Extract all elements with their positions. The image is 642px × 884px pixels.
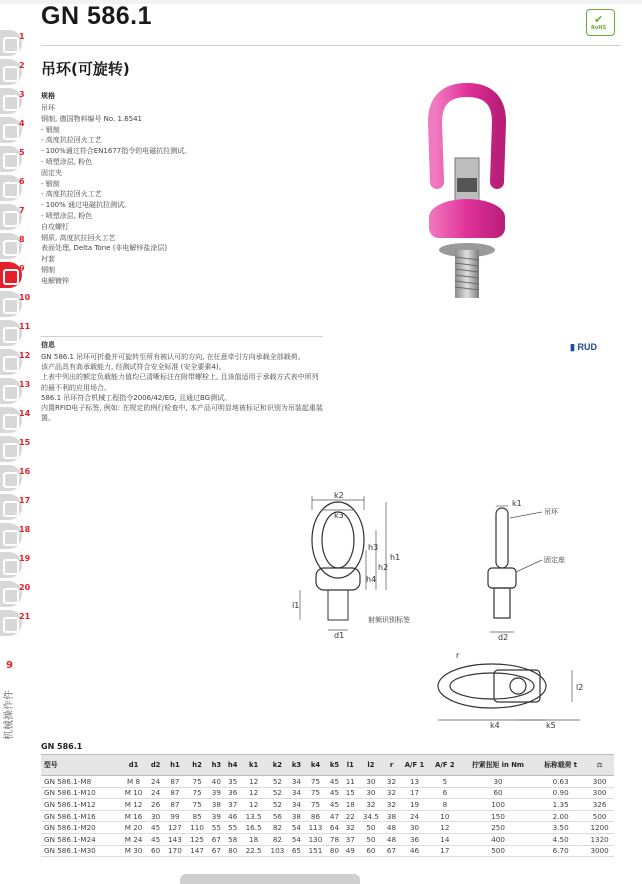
table-cell: 75 bbox=[186, 787, 208, 799]
dim-r: r bbox=[456, 651, 460, 660]
dimension-table bbox=[41, 754, 614, 857]
chapter-glyph-icon bbox=[3, 385, 19, 401]
table-cell: 99 bbox=[164, 810, 186, 822]
table-cell: 39 bbox=[208, 787, 224, 799]
table-cell: 32 bbox=[384, 799, 400, 811]
column-header: k3 bbox=[289, 755, 305, 776]
rohs-badge bbox=[586, 9, 615, 36]
table-cell: 38 bbox=[289, 810, 305, 822]
table-cell: 13 bbox=[399, 776, 429, 788]
table-cell: 300 bbox=[585, 776, 614, 788]
table-cell: 32 bbox=[342, 822, 358, 834]
table-cell: GN 586.1-M20 bbox=[41, 822, 120, 834]
table-cell: 500 bbox=[460, 845, 536, 857]
side-view-drawing bbox=[470, 498, 590, 640]
table-cell: 3.50 bbox=[536, 822, 585, 834]
table-cell: 30 bbox=[358, 787, 383, 799]
table-cell: 17 bbox=[430, 845, 460, 857]
table-cell: 32 bbox=[384, 776, 400, 788]
chapter-tab-number: 20 bbox=[19, 583, 31, 592]
table-cell: 6 bbox=[430, 787, 460, 799]
table-cell: 113 bbox=[304, 822, 326, 834]
table-cell: 5 bbox=[430, 776, 460, 788]
dim-l1: l1 bbox=[292, 601, 300, 610]
table-cell: 45 bbox=[147, 833, 163, 845]
dim-k3: k3 bbox=[334, 511, 344, 520]
column-header: A/F 1 bbox=[399, 755, 429, 776]
table-cell: 60 bbox=[460, 787, 536, 799]
column-header: A/F 2 bbox=[430, 755, 460, 776]
table-cell: GN 586.1-M16 bbox=[41, 810, 120, 822]
table-cell: 12 bbox=[430, 822, 460, 834]
table-cell: 24 bbox=[147, 776, 163, 788]
dim-k5: k5 bbox=[546, 721, 556, 730]
table-cell: 46 bbox=[225, 810, 241, 822]
column-header: h2 bbox=[186, 755, 208, 776]
brand-name: RUD bbox=[577, 342, 597, 352]
table-cell: 75 bbox=[186, 776, 208, 788]
dim-l2: l2 bbox=[576, 683, 584, 692]
spec-line: - 锻制 bbox=[41, 125, 60, 134]
table-cell: M 10 bbox=[120, 787, 148, 799]
table-cell: 56 bbox=[266, 810, 288, 822]
table-cell: 75 bbox=[304, 799, 326, 811]
table-cell: 64 bbox=[327, 822, 343, 834]
table-cell: 100 bbox=[460, 799, 536, 811]
chapter-tab-number: 13 bbox=[19, 380, 31, 389]
table-cell: 32 bbox=[358, 799, 383, 811]
table-cell: 110 bbox=[186, 822, 208, 834]
spec-line: 自攻螺钉 bbox=[41, 222, 69, 231]
chapter-glyph-icon bbox=[3, 269, 19, 285]
chapter-glyph-icon bbox=[3, 443, 19, 459]
table-cell: 150 bbox=[460, 810, 536, 822]
dim-h1: h1 bbox=[390, 553, 401, 562]
chapter-tab-number: 5 bbox=[19, 148, 25, 157]
table-cell: 52 bbox=[266, 799, 288, 811]
dim-h3: h3 bbox=[368, 543, 379, 552]
table-cell: 0.90 bbox=[536, 787, 585, 799]
table-cell: GN 586.1-M30 bbox=[41, 845, 120, 857]
table-cell: 50 bbox=[358, 833, 383, 845]
spec-line: - 锻制 bbox=[41, 179, 60, 188]
spec-line: - 100%通过符合EN1677指令的电磁抗拉测试。 bbox=[41, 147, 192, 156]
spec-line: - 高度抗拉回火工艺 bbox=[41, 136, 102, 145]
chapter-tab-number: 11 bbox=[19, 322, 31, 331]
check-icon: ✔ bbox=[594, 13, 604, 26]
table-cell: 49 bbox=[342, 845, 358, 857]
table-cell: 36 bbox=[399, 833, 429, 845]
column-header: 拧紧扭矩 in Nm bbox=[460, 755, 536, 776]
chapter-sidebar bbox=[0, 30, 31, 630]
info-line: 内置RFID电子标签, 例如: 在规定的例行检查中, 本产品可明显地被标记和识别为吊装起重装置。 bbox=[41, 404, 323, 423]
table-cell: 34 bbox=[289, 776, 305, 788]
chapter-tab-number: 19 bbox=[19, 554, 31, 563]
column-header: k5 bbox=[327, 755, 343, 776]
table-cell: 250 bbox=[460, 822, 536, 834]
table-row bbox=[41, 799, 614, 811]
table-cell: 300 bbox=[585, 787, 614, 799]
table-cell: 75 bbox=[304, 787, 326, 799]
spec-line: 衬套 bbox=[41, 255, 55, 264]
column-header: h1 bbox=[164, 755, 186, 776]
info-line: 上表中列出的额定负载能力值均已清晰标注在附带螺栓上, 且该值适用于承载方式表中所列的最不利的应用场合。 bbox=[41, 373, 319, 392]
table-cell: 1.35 bbox=[536, 799, 585, 811]
table-cell: 12 bbox=[241, 776, 266, 788]
table-cell: 35 bbox=[225, 776, 241, 788]
spec-line: - 喷塑涂层, 粉色 bbox=[41, 211, 93, 220]
table-cell: 60 bbox=[358, 845, 383, 857]
table-cell: M 20 bbox=[120, 822, 148, 834]
table-cell: GN 586.1-M12 bbox=[41, 799, 120, 811]
table-cell: 39 bbox=[208, 810, 224, 822]
table-cell: 38 bbox=[384, 810, 400, 822]
chapter-label: 机械操作件 bbox=[4, 690, 15, 740]
table-cell: 12 bbox=[241, 799, 266, 811]
table-cell: 52 bbox=[266, 787, 288, 799]
table-cell: GN 586.1-M24 bbox=[41, 833, 120, 845]
chapter-glyph-icon bbox=[3, 153, 19, 169]
dim-k2: k2 bbox=[334, 491, 344, 500]
spec-heading: 规格 bbox=[41, 92, 55, 100]
chapter-tab-number: 18 bbox=[19, 525, 31, 534]
table-cell: 78 bbox=[327, 833, 343, 845]
chapter-tab-number: 16 bbox=[19, 467, 31, 476]
column-header: d2 bbox=[147, 755, 163, 776]
info-heading: 信息 bbox=[41, 341, 55, 349]
chapter-glyph-icon bbox=[3, 211, 19, 227]
table-cell: 24 bbox=[399, 810, 429, 822]
chapter-glyph-icon bbox=[3, 37, 19, 53]
table-cell: 37 bbox=[342, 833, 358, 845]
chapter-tab-number: 6 bbox=[19, 177, 25, 186]
spec-line: - 100% 通过电磁抗拉测试。 bbox=[41, 201, 131, 210]
table-cell: GN 586.1-M8 bbox=[41, 776, 120, 788]
product-image bbox=[405, 82, 525, 307]
chapter-number: 9 bbox=[6, 660, 13, 671]
table-cell: 22 bbox=[342, 810, 358, 822]
table-cell: 1320 bbox=[585, 833, 614, 845]
table-cell: 45 bbox=[327, 787, 343, 799]
product-title: GN 586.1 bbox=[41, 2, 153, 30]
table-cell: 40 bbox=[208, 776, 224, 788]
column-header: k2 bbox=[266, 755, 288, 776]
table-cell: 45 bbox=[327, 799, 343, 811]
rohs-label: RoHS bbox=[591, 25, 607, 31]
chapter-glyph-icon bbox=[3, 472, 19, 488]
chapter-glyph-icon bbox=[3, 530, 19, 546]
chapter-tab-number: 2 bbox=[19, 61, 25, 70]
table-cell: 400 bbox=[460, 833, 536, 845]
column-header: k1 bbox=[241, 755, 266, 776]
spec-line: 表面处理, Delta Tone (非电解锌盐涂层) bbox=[41, 244, 168, 253]
table-cell: 82 bbox=[266, 822, 288, 834]
chapter-glyph-icon bbox=[3, 559, 19, 575]
table-cell: 30 bbox=[460, 776, 536, 788]
chapter-tab-number: 9 bbox=[19, 264, 25, 273]
table-cell: 127 bbox=[164, 822, 186, 834]
table-title: GN 586.1 bbox=[41, 742, 83, 751]
table-cell: 47 bbox=[327, 810, 343, 822]
divider bbox=[41, 45, 621, 46]
rud-logo: ▮ RUD bbox=[570, 342, 597, 352]
table-cell: 55 bbox=[225, 822, 241, 834]
table-cell: 4.50 bbox=[536, 833, 585, 845]
chapter-tab-number: 17 bbox=[19, 496, 31, 505]
spec-line: 固定夹 bbox=[41, 168, 62, 177]
chapter-tab-number: 12 bbox=[19, 351, 31, 360]
chapter-glyph-icon bbox=[3, 588, 19, 604]
top-view-drawing bbox=[430, 650, 600, 730]
dim-k4: k4 bbox=[490, 721, 500, 730]
table-cell: 85 bbox=[186, 810, 208, 822]
table-cell: 60 bbox=[147, 845, 163, 857]
table-cell: 1200 bbox=[585, 822, 614, 834]
chapter-glyph-icon bbox=[3, 617, 19, 633]
table-cell: 52 bbox=[266, 776, 288, 788]
table-row bbox=[41, 845, 614, 857]
table-row bbox=[41, 776, 614, 788]
chapter-glyph-icon bbox=[3, 298, 19, 314]
table-cell: 8 bbox=[430, 799, 460, 811]
chapter-tab-number: 10 bbox=[19, 293, 31, 302]
chapter-glyph-icon bbox=[3, 414, 19, 430]
table-cell: GN 586.1-M10 bbox=[41, 787, 120, 799]
table-cell: 48 bbox=[384, 822, 400, 834]
chapter-glyph-icon bbox=[3, 95, 19, 111]
spec-line: 吊环 bbox=[41, 104, 55, 112]
rfid-label: 射频识别标签 bbox=[368, 616, 410, 624]
table-cell: 37 bbox=[225, 799, 241, 811]
table-cell: 87 bbox=[164, 776, 186, 788]
chapter-glyph-icon bbox=[3, 124, 19, 140]
table-cell: 6.70 bbox=[536, 845, 585, 857]
table-cell: 30 bbox=[358, 776, 383, 788]
table-cell: 34.5 bbox=[358, 810, 383, 822]
chapter-glyph-icon bbox=[3, 501, 19, 517]
column-header: r bbox=[384, 755, 400, 776]
column-header: d1 bbox=[120, 755, 148, 776]
table-cell: 130 bbox=[304, 833, 326, 845]
table-cell: 87 bbox=[164, 787, 186, 799]
table-row bbox=[41, 810, 614, 822]
info-line: 586.1 吊环符合机械工程指令2006/42/EG, 且通过BG测试。 bbox=[41, 393, 232, 402]
chapter-tab-number: 1 bbox=[19, 32, 25, 41]
table-cell: 86 bbox=[304, 810, 326, 822]
column-header: 型号 bbox=[41, 755, 120, 776]
chapter-glyph-icon bbox=[3, 356, 19, 372]
table-cell: 55 bbox=[208, 822, 224, 834]
column-header: l1 bbox=[342, 755, 358, 776]
spec-line: 钢制 bbox=[41, 265, 55, 274]
table-cell: 67 bbox=[208, 833, 224, 845]
table-cell: 500 bbox=[585, 810, 614, 822]
chapter-tab-number: 15 bbox=[19, 438, 31, 447]
spec-line: - 喷塑涂层, 粉色 bbox=[41, 157, 93, 166]
table-cell: 103 bbox=[266, 845, 288, 857]
table-cell: 80 bbox=[225, 845, 241, 857]
dim-d1: d1 bbox=[334, 631, 345, 640]
table-cell: 17 bbox=[399, 787, 429, 799]
table-cell: 26 bbox=[147, 799, 163, 811]
table-cell: 45 bbox=[147, 822, 163, 834]
table-row bbox=[41, 833, 614, 845]
column-header: ⚖ bbox=[585, 755, 614, 776]
spec-line: 钢质, 高度抗拉回火工艺 bbox=[41, 233, 116, 242]
dim-d2: d2 bbox=[498, 633, 509, 640]
table-cell: M 8 bbox=[120, 776, 148, 788]
table-cell: M 24 bbox=[120, 833, 148, 845]
chapter-tab-number: 8 bbox=[19, 235, 25, 244]
table-cell: 54 bbox=[289, 833, 305, 845]
column-header: 标称载荷 t bbox=[536, 755, 585, 776]
table-cell: 13.5 bbox=[241, 810, 266, 822]
table-cell: 82 bbox=[266, 833, 288, 845]
spec-line: 电解镀锌 bbox=[41, 276, 69, 285]
dim-k1: k1 bbox=[512, 499, 522, 508]
table-cell: 36 bbox=[225, 787, 241, 799]
label-base: 固定座 bbox=[544, 556, 565, 564]
table-cell: 50 bbox=[358, 822, 383, 834]
column-header: h3 bbox=[208, 755, 224, 776]
chapter-glyph-icon bbox=[3, 66, 19, 82]
table-cell: 15 bbox=[342, 787, 358, 799]
table-cell: 326 bbox=[585, 799, 614, 811]
table-cell: 46 bbox=[399, 845, 429, 857]
table-cell: 30 bbox=[399, 822, 429, 834]
table-cell: 67 bbox=[384, 845, 400, 857]
chapter-tab-number: 14 bbox=[19, 409, 31, 418]
info-line: GN 586.1 吊环可折叠并可旋转至所有被认可的方向, 在任意牵引方向承载全部载荷。 bbox=[41, 353, 305, 361]
info-text bbox=[41, 352, 323, 423]
table-cell: 147 bbox=[186, 845, 208, 857]
chapter-tab-number: 3 bbox=[19, 90, 25, 99]
table-cell: 143 bbox=[164, 833, 186, 845]
table-cell: 12 bbox=[241, 787, 266, 799]
chapter-tab-number: 7 bbox=[19, 206, 25, 215]
chapter-glyph-icon bbox=[3, 327, 19, 343]
table-cell: 87 bbox=[164, 799, 186, 811]
table-cell: 11 bbox=[342, 776, 358, 788]
table-cell: 58 bbox=[225, 833, 241, 845]
table-cell: 125 bbox=[186, 833, 208, 845]
table-cell: 32 bbox=[384, 787, 400, 799]
table-cell: 54 bbox=[289, 822, 305, 834]
label-ring: 吊环 bbox=[544, 508, 558, 516]
table-cell: M 12 bbox=[120, 799, 148, 811]
table-cell: 38 bbox=[208, 799, 224, 811]
info-line: 该产品具有高承载能力, 经测试符合安全标准 (安全要素4)。 bbox=[41, 363, 226, 372]
spec-line: 钢制, 德国物料编号 No. 1.6541 bbox=[41, 114, 143, 123]
table-cell: 14 bbox=[430, 833, 460, 845]
table-cell: 22.5 bbox=[241, 845, 266, 857]
chapter-tab-number: 4 bbox=[19, 119, 25, 128]
table-body bbox=[41, 776, 614, 857]
table-row bbox=[41, 787, 614, 799]
front-view-drawing bbox=[290, 490, 430, 640]
table-cell: M 30 bbox=[120, 845, 148, 857]
column-header: k4 bbox=[304, 755, 326, 776]
table-cell: 48 bbox=[384, 833, 400, 845]
table-cell: 19 bbox=[399, 799, 429, 811]
table-cell: M 16 bbox=[120, 810, 148, 822]
table-cell: 3000 bbox=[585, 845, 614, 857]
table-cell: 18 bbox=[241, 833, 266, 845]
chapter-tab-number: 21 bbox=[19, 612, 31, 621]
table-cell: 75 bbox=[186, 799, 208, 811]
dim-h4: h4 bbox=[366, 575, 377, 584]
table-row bbox=[41, 822, 614, 834]
table-cell: 80 bbox=[327, 845, 343, 857]
spec-text bbox=[41, 103, 316, 287]
table-header-row bbox=[41, 755, 614, 776]
column-header: h4 bbox=[225, 755, 241, 776]
product-subtitle: 吊环(可旋转) bbox=[41, 60, 130, 78]
table-cell: 0.63 bbox=[536, 776, 585, 788]
table-cell: 45 bbox=[327, 776, 343, 788]
chapter-glyph-icon bbox=[3, 240, 19, 256]
chapter-glyph-icon bbox=[3, 182, 19, 198]
column-header: l2 bbox=[358, 755, 383, 776]
table-cell: 16.5 bbox=[241, 822, 266, 834]
table-cell: 65 bbox=[289, 845, 305, 857]
table-cell: 151 bbox=[304, 845, 326, 857]
table-cell: 34 bbox=[289, 787, 305, 799]
table-cell: 67 bbox=[208, 845, 224, 857]
table-cell: 10 bbox=[430, 810, 460, 822]
table-cell: 170 bbox=[164, 845, 186, 857]
table-cell: 34 bbox=[289, 799, 305, 811]
divider bbox=[41, 336, 323, 337]
table-cell: 30 bbox=[147, 810, 163, 822]
dim-h2: h2 bbox=[378, 563, 389, 572]
spec-line: - 高度抗拉回火工艺 bbox=[41, 190, 102, 199]
table-cell: 18 bbox=[342, 799, 358, 811]
table-cell: 75 bbox=[304, 776, 326, 788]
table-cell: 24 bbox=[147, 787, 163, 799]
table-cell: 2.00 bbox=[536, 810, 585, 822]
